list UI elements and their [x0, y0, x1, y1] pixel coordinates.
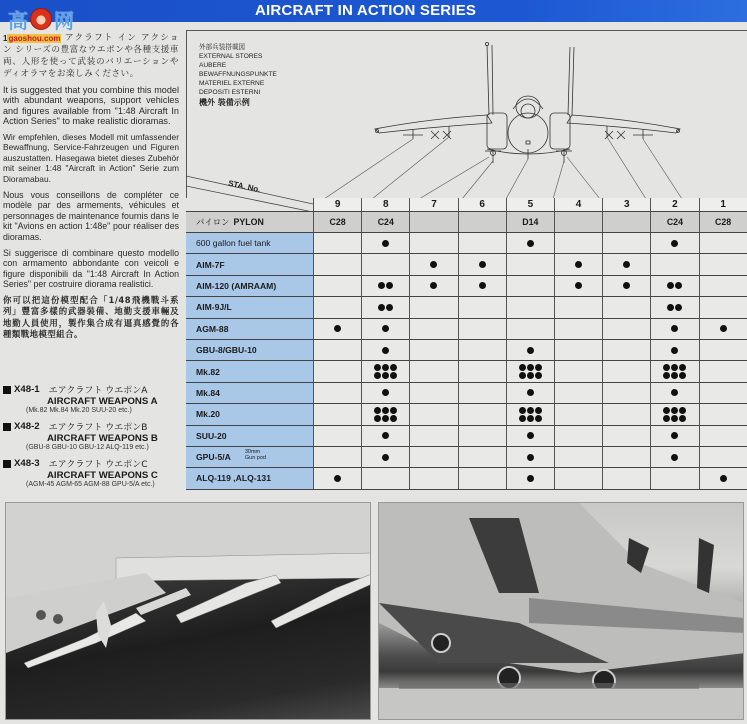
station-3-cell — [602, 426, 650, 446]
station-4-cell — [554, 468, 602, 488]
store-count-dots — [671, 347, 678, 354]
dot-icon — [382, 454, 389, 461]
dot-icon — [679, 372, 686, 379]
store-count-dots — [575, 282, 582, 289]
station-7-cell — [409, 276, 457, 296]
logo-char-2: 网 — [54, 8, 74, 33]
pylon-cell — [554, 212, 602, 232]
dot-icon — [334, 325, 341, 332]
dot-icon — [519, 364, 526, 371]
dot-icon — [623, 261, 630, 268]
pylon-cell: C24 — [361, 212, 409, 232]
station-8-cell — [361, 254, 409, 274]
intro-japanese: アクラフト イン アクション シリーズの豊富なウエポンや各種支援車両、人形を使って武装のバリエーションやディオラマをお楽しみください。 — [3, 33, 179, 79]
table-row — [186, 254, 747, 275]
dot-icon — [675, 282, 682, 289]
station-8-cell — [361, 468, 409, 488]
station-4-cell — [554, 383, 602, 403]
pylon-row — [186, 212, 747, 233]
station-9-cell — [313, 276, 361, 296]
station-6-cell — [458, 426, 506, 446]
pylon-label: パイロン PYLON — [186, 212, 313, 232]
station-9-cell — [313, 426, 361, 446]
product-item: X48-1 エアクラフト ウエポンA AIRCRAFT WEAPONS A (Mk.82 Mk.84 Mk.20 SUU-20 etc.) — [3, 383, 181, 414]
dot-icon — [671, 407, 678, 414]
store-count-dots — [382, 454, 389, 461]
station-9-cell — [313, 468, 361, 488]
stores-table — [186, 178, 747, 490]
weapon-name: Mk.20 — [186, 404, 313, 424]
store-count-dots — [527, 347, 534, 354]
dot-icon — [663, 407, 670, 414]
store-count-dots — [671, 454, 678, 461]
store-count-dots — [527, 389, 534, 396]
station-4-cell — [554, 361, 602, 381]
dot-icon — [382, 389, 389, 396]
store-count-dots — [527, 475, 534, 482]
station-4-cell — [554, 340, 602, 360]
station-5-cell — [506, 404, 554, 424]
store-count-dots — [527, 454, 534, 461]
weapon-name: 600 gallon fuel tank — [186, 233, 313, 253]
store-count-dots — [382, 389, 389, 396]
table-row — [186, 361, 747, 382]
table-row — [186, 447, 747, 468]
table-row — [186, 340, 747, 361]
missile-illustration — [6, 503, 371, 720]
station-7-cell — [409, 383, 457, 403]
station-5-cell — [506, 319, 554, 339]
dot-icon — [390, 372, 397, 379]
station-8-cell — [361, 233, 409, 253]
station-8-cell — [361, 426, 409, 446]
dot-icon — [386, 304, 393, 311]
station-4-cell — [554, 233, 602, 253]
store-count-dots — [378, 282, 393, 289]
station-2-cell — [650, 233, 698, 253]
station-2-cell — [650, 297, 698, 317]
station-8-cell — [361, 447, 409, 467]
stores-labels: 外部兵装搭載図 EXTERNAL STORES AUBERE BEWAFFNUNGSPUNKTE MATERIEL EXTERNE DEPOSITI ESTERNI 機外 裝備示例 — [199, 43, 277, 107]
station-3-cell — [602, 404, 650, 424]
station-3-cell — [602, 276, 650, 296]
weapon-rows — [186, 233, 747, 490]
dot-icon — [671, 372, 678, 379]
dot-icon — [390, 415, 397, 422]
table-row — [186, 404, 747, 425]
station-number-row — [186, 178, 747, 212]
station-8-cell — [361, 276, 409, 296]
table-row — [186, 319, 747, 340]
station-9-cell — [313, 361, 361, 381]
intro-text-column — [3, 32, 179, 346]
dot-icon — [623, 282, 630, 289]
aircraft-on-ground-photo — [378, 502, 744, 720]
station-2-cell — [650, 404, 698, 424]
store-count-dots — [519, 364, 542, 379]
station-2-cell — [650, 447, 698, 467]
store-count-dots — [382, 325, 389, 332]
station-6-cell — [458, 361, 506, 381]
station-6: 6 — [458, 198, 506, 211]
dot-icon — [671, 347, 678, 354]
station-9-cell — [313, 383, 361, 403]
dot-icon — [382, 372, 389, 379]
weapon-name: Mk.82 — [186, 361, 313, 381]
sta-no-label: STA. No. — [186, 198, 313, 211]
station-5: 5 — [506, 198, 554, 211]
station-2-cell — [650, 319, 698, 339]
dot-icon — [386, 282, 393, 289]
store-count-dots — [479, 261, 486, 268]
table-row — [186, 426, 747, 447]
dot-icon — [679, 407, 686, 414]
dot-icon — [720, 325, 727, 332]
station-7-cell — [409, 404, 457, 424]
table-row — [186, 276, 747, 297]
dot-icon — [527, 372, 534, 379]
station-7-cell — [409, 233, 457, 253]
intro-italian: Si suggerisce di combinare questo modello con armamento abbondante con veicoli e figure disponibili da "1:48 Aircraft In Action Series" per costruire diorama realistici. — [3, 247, 179, 290]
pylon-cell: C24 — [650, 212, 698, 232]
dot-icon — [679, 364, 686, 371]
station-9-cell — [313, 447, 361, 467]
station-2-cell — [650, 426, 698, 446]
dot-icon — [378, 282, 385, 289]
station-9-cell — [313, 233, 361, 253]
dot-icon — [527, 389, 534, 396]
intro-french: Nous vous conseillons de compléter ce modèle par des armements, véhicules et personnages de maintenance fournis dans le kit "Avions en action 1:48e" pour réaliser des dioramas. — [3, 189, 179, 242]
dot-icon — [667, 304, 674, 311]
station-9-cell — [313, 319, 361, 339]
dot-icon — [527, 454, 534, 461]
station-8-cell — [361, 319, 409, 339]
store-count-dots — [527, 432, 534, 439]
dot-icon — [382, 347, 389, 354]
station-7-cell — [409, 319, 457, 339]
logo-char-1: 高 — [8, 8, 28, 33]
intro-english: It is suggested that you combine this model with abundant weapons, support vehicles and figures available from "1:48 Aircraft In Action Series" to make realistic dioramas. — [3, 85, 179, 127]
store-count-dots — [663, 407, 686, 422]
station-1-cell — [699, 383, 747, 403]
dot-icon — [535, 364, 542, 371]
station-6-cell — [458, 404, 506, 424]
pylon-cell — [409, 212, 457, 232]
station-8: 8 — [361, 198, 409, 211]
store-count-dots — [667, 304, 682, 311]
pylon-cell — [458, 212, 506, 232]
table-row — [186, 233, 747, 254]
station-1-cell — [699, 276, 747, 296]
store-count-dots — [382, 347, 389, 354]
station-5-cell — [506, 233, 554, 253]
bullet-square-icon — [3, 423, 11, 431]
station-9-cell — [313, 404, 361, 424]
watermark-url: 1gaoshou.com — [3, 34, 61, 43]
station-8-cell — [361, 361, 409, 381]
store-count-dots — [382, 240, 389, 247]
dot-icon — [575, 282, 582, 289]
store-count-dots — [575, 261, 582, 268]
product-item: X48-3 エアクラフト ウエポンC AIRCRAFT WEAPONS C (AGM-45 AGM-65 AGM-88 GPU-5/A etc.) — [3, 457, 181, 488]
station-7-cell — [409, 426, 457, 446]
store-count-dots — [334, 325, 341, 332]
dot-icon — [527, 407, 534, 414]
station-6-cell — [458, 468, 506, 488]
dot-icon — [374, 415, 381, 422]
station-7-cell — [409, 297, 457, 317]
dot-icon — [667, 282, 674, 289]
station-1: 1 — [699, 198, 747, 211]
station-9-cell — [313, 340, 361, 360]
dot-icon — [479, 282, 486, 289]
dot-icon — [382, 407, 389, 414]
dot-icon — [527, 240, 534, 247]
dot-icon — [374, 372, 381, 379]
station-9: 9 — [313, 198, 361, 211]
store-count-dots — [479, 282, 486, 289]
station-3-cell — [602, 254, 650, 274]
store-count-dots — [527, 240, 534, 247]
weapon-name: Mk.84 — [186, 383, 313, 403]
store-count-dots — [671, 325, 678, 332]
gun-pod-note: 30mm Gun pod — [244, 449, 266, 462]
store-count-dots — [720, 325, 727, 332]
store-count-dots — [671, 432, 678, 439]
dot-icon — [535, 372, 542, 379]
station-5-cell — [506, 426, 554, 446]
station-4: 4 — [554, 198, 602, 211]
station-2-cell — [650, 340, 698, 360]
station-2-cell — [650, 468, 698, 488]
store-count-dots — [378, 304, 393, 311]
weapon-name: GPU-5/A 30mm Gun pod — [186, 447, 313, 467]
watermark-logo — [8, 6, 74, 32]
weapon-name: AGM-88 — [186, 319, 313, 339]
station-6-cell — [458, 447, 506, 467]
station-6-cell — [458, 254, 506, 274]
station-3-cell — [602, 319, 650, 339]
station-3: 3 — [602, 198, 650, 211]
station-1-cell — [699, 404, 747, 424]
intro-chinese: 你可以把這份模型配合「1/48飛機戰斗系列」豐富多樣的武器裝備、地勤支援車輛及地勤人員使用，製作集合成有逼真感覺的各種類戰地模型組合。 — [3, 294, 179, 340]
dot-icon — [334, 475, 341, 482]
station-1-cell — [699, 426, 747, 446]
station-6-cell — [458, 319, 506, 339]
station-8-cell — [361, 383, 409, 403]
station-6-cell — [458, 276, 506, 296]
dot-icon — [527, 432, 534, 439]
station-3-cell — [602, 233, 650, 253]
store-count-dots — [334, 475, 341, 482]
station-5-cell — [506, 254, 554, 274]
dot-icon — [527, 475, 534, 482]
pylon-cell: D14 — [506, 212, 554, 232]
station-7-cell — [409, 340, 457, 360]
station-5-cell — [506, 340, 554, 360]
station-1-cell — [699, 319, 747, 339]
dot-icon — [671, 389, 678, 396]
station-4-cell — [554, 254, 602, 274]
intro-german: Wir empfehlen, dieses Modell mit umfassender Bewaffnung, Service-Fahrzeugen und Figuren auszustatten. Hasegawa bietet dieses Zubehör mit seiner 1:48 "Aircraft in Action" Serie zum Dioramabau. — [3, 131, 179, 184]
dot-icon — [663, 415, 670, 422]
dot-icon — [430, 282, 437, 289]
station-2-cell — [650, 383, 698, 403]
store-count-dots — [623, 282, 630, 289]
weapon-name: SUU-20 — [186, 426, 313, 446]
dot-icon — [374, 407, 381, 414]
station-6-cell — [458, 233, 506, 253]
station-4-cell — [554, 319, 602, 339]
dot-icon — [535, 415, 542, 422]
station-1-cell — [699, 254, 747, 274]
dot-icon — [382, 364, 389, 371]
store-count-dots — [720, 475, 727, 482]
store-count-dots — [374, 364, 397, 379]
dot-icon — [527, 364, 534, 371]
station-4-cell — [554, 426, 602, 446]
weapon-name: ALQ-119 ,ALQ-131 — [186, 468, 313, 488]
dot-icon — [671, 364, 678, 371]
dot-icon — [382, 432, 389, 439]
dot-icon — [663, 364, 670, 371]
dot-icon — [390, 364, 397, 371]
weapon-name: AIM-7F — [186, 254, 313, 274]
dot-icon — [671, 432, 678, 439]
station-2-cell — [650, 361, 698, 381]
dot-icon — [430, 261, 437, 268]
dot-icon — [382, 415, 389, 422]
dot-icon — [671, 325, 678, 332]
station-7-cell — [409, 468, 457, 488]
station-2-cell — [650, 276, 698, 296]
dot-icon — [679, 415, 686, 422]
dot-icon — [378, 304, 385, 311]
dot-icon — [663, 372, 670, 379]
product-list — [3, 383, 181, 494]
station-5-cell — [506, 297, 554, 317]
dot-icon — [535, 407, 542, 414]
station-5-cell — [506, 383, 554, 403]
store-count-dots — [519, 407, 542, 422]
dot-icon — [720, 475, 727, 482]
station-1-cell — [699, 468, 747, 488]
thumbs-up-icon — [30, 8, 52, 30]
weapon-name: AIM-120 (AMRAAM) — [186, 276, 313, 296]
station-5-cell — [506, 468, 554, 488]
station-3-cell — [602, 361, 650, 381]
dot-icon — [519, 407, 526, 414]
weapon-name: GBU-8/GBU-10 — [186, 340, 313, 360]
store-count-dots — [430, 282, 437, 289]
station-9-cell — [313, 297, 361, 317]
station-3-cell — [602, 468, 650, 488]
station-1-cell — [699, 361, 747, 381]
station-4-cell — [554, 404, 602, 424]
dot-icon — [527, 347, 534, 354]
store-count-dots — [374, 407, 397, 422]
dot-icon — [671, 454, 678, 461]
store-count-dots — [663, 364, 686, 379]
weapon-name: AIM-9J/L — [186, 297, 313, 317]
station-5-cell — [506, 276, 554, 296]
station-7-cell — [409, 447, 457, 467]
station-5-cell — [506, 447, 554, 467]
underwing-missiles-photo — [5, 502, 371, 720]
dot-icon — [390, 407, 397, 414]
station-1-cell — [699, 340, 747, 360]
dot-icon — [575, 261, 582, 268]
station-3-cell — [602, 340, 650, 360]
store-count-dots — [671, 389, 678, 396]
station-7-cell — [409, 361, 457, 381]
store-count-dots — [430, 261, 437, 268]
dot-icon — [671, 415, 678, 422]
station-8-cell — [361, 297, 409, 317]
station-1-cell — [699, 233, 747, 253]
station-9-cell — [313, 254, 361, 274]
station-4-cell — [554, 276, 602, 296]
product-item: X48-2 エアクラフト ウエポンB AIRCRAFT WEAPONS B (GBU-8 GBU-10 GBU-12 ALQ-119 etc.) — [3, 420, 181, 451]
station-3-cell — [602, 447, 650, 467]
dot-icon — [519, 415, 526, 422]
station-8-cell — [361, 340, 409, 360]
page-title: AIRCRAFT IN ACTION SERIES — [255, 2, 477, 19]
station-8-cell — [361, 404, 409, 424]
dot-icon — [527, 415, 534, 422]
dot-icon — [374, 364, 381, 371]
dot-icon — [382, 325, 389, 332]
dot-icon — [382, 240, 389, 247]
table-row — [186, 468, 747, 489]
station-5-cell — [506, 361, 554, 381]
bullet-square-icon — [3, 460, 11, 468]
pylon-cell: C28 — [699, 212, 747, 232]
station-3-cell — [602, 383, 650, 403]
station-2-cell — [650, 254, 698, 274]
store-count-dots — [667, 282, 682, 289]
dot-icon — [671, 240, 678, 247]
station-2: 2 — [650, 198, 698, 211]
pylon-cell: C28 — [313, 212, 361, 232]
store-count-dots — [671, 240, 678, 247]
table-row — [186, 297, 747, 318]
dot-icon — [519, 372, 526, 379]
station-3-cell — [602, 297, 650, 317]
table-row — [186, 383, 747, 404]
store-count-dots — [382, 432, 389, 439]
station-1-cell — [699, 447, 747, 467]
station-4-cell — [554, 447, 602, 467]
station-7-cell — [409, 254, 457, 274]
station-4-cell — [554, 297, 602, 317]
station-6-cell — [458, 383, 506, 403]
station-6-cell — [458, 297, 506, 317]
station-1-cell — [699, 297, 747, 317]
station-7: 7 — [409, 198, 457, 211]
dot-icon — [479, 261, 486, 268]
store-count-dots — [623, 261, 630, 268]
station-6-cell — [458, 340, 506, 360]
aircraft-illustration — [379, 503, 744, 720]
dot-icon — [675, 304, 682, 311]
bullet-square-icon — [3, 386, 11, 394]
pylon-cell — [602, 212, 650, 232]
